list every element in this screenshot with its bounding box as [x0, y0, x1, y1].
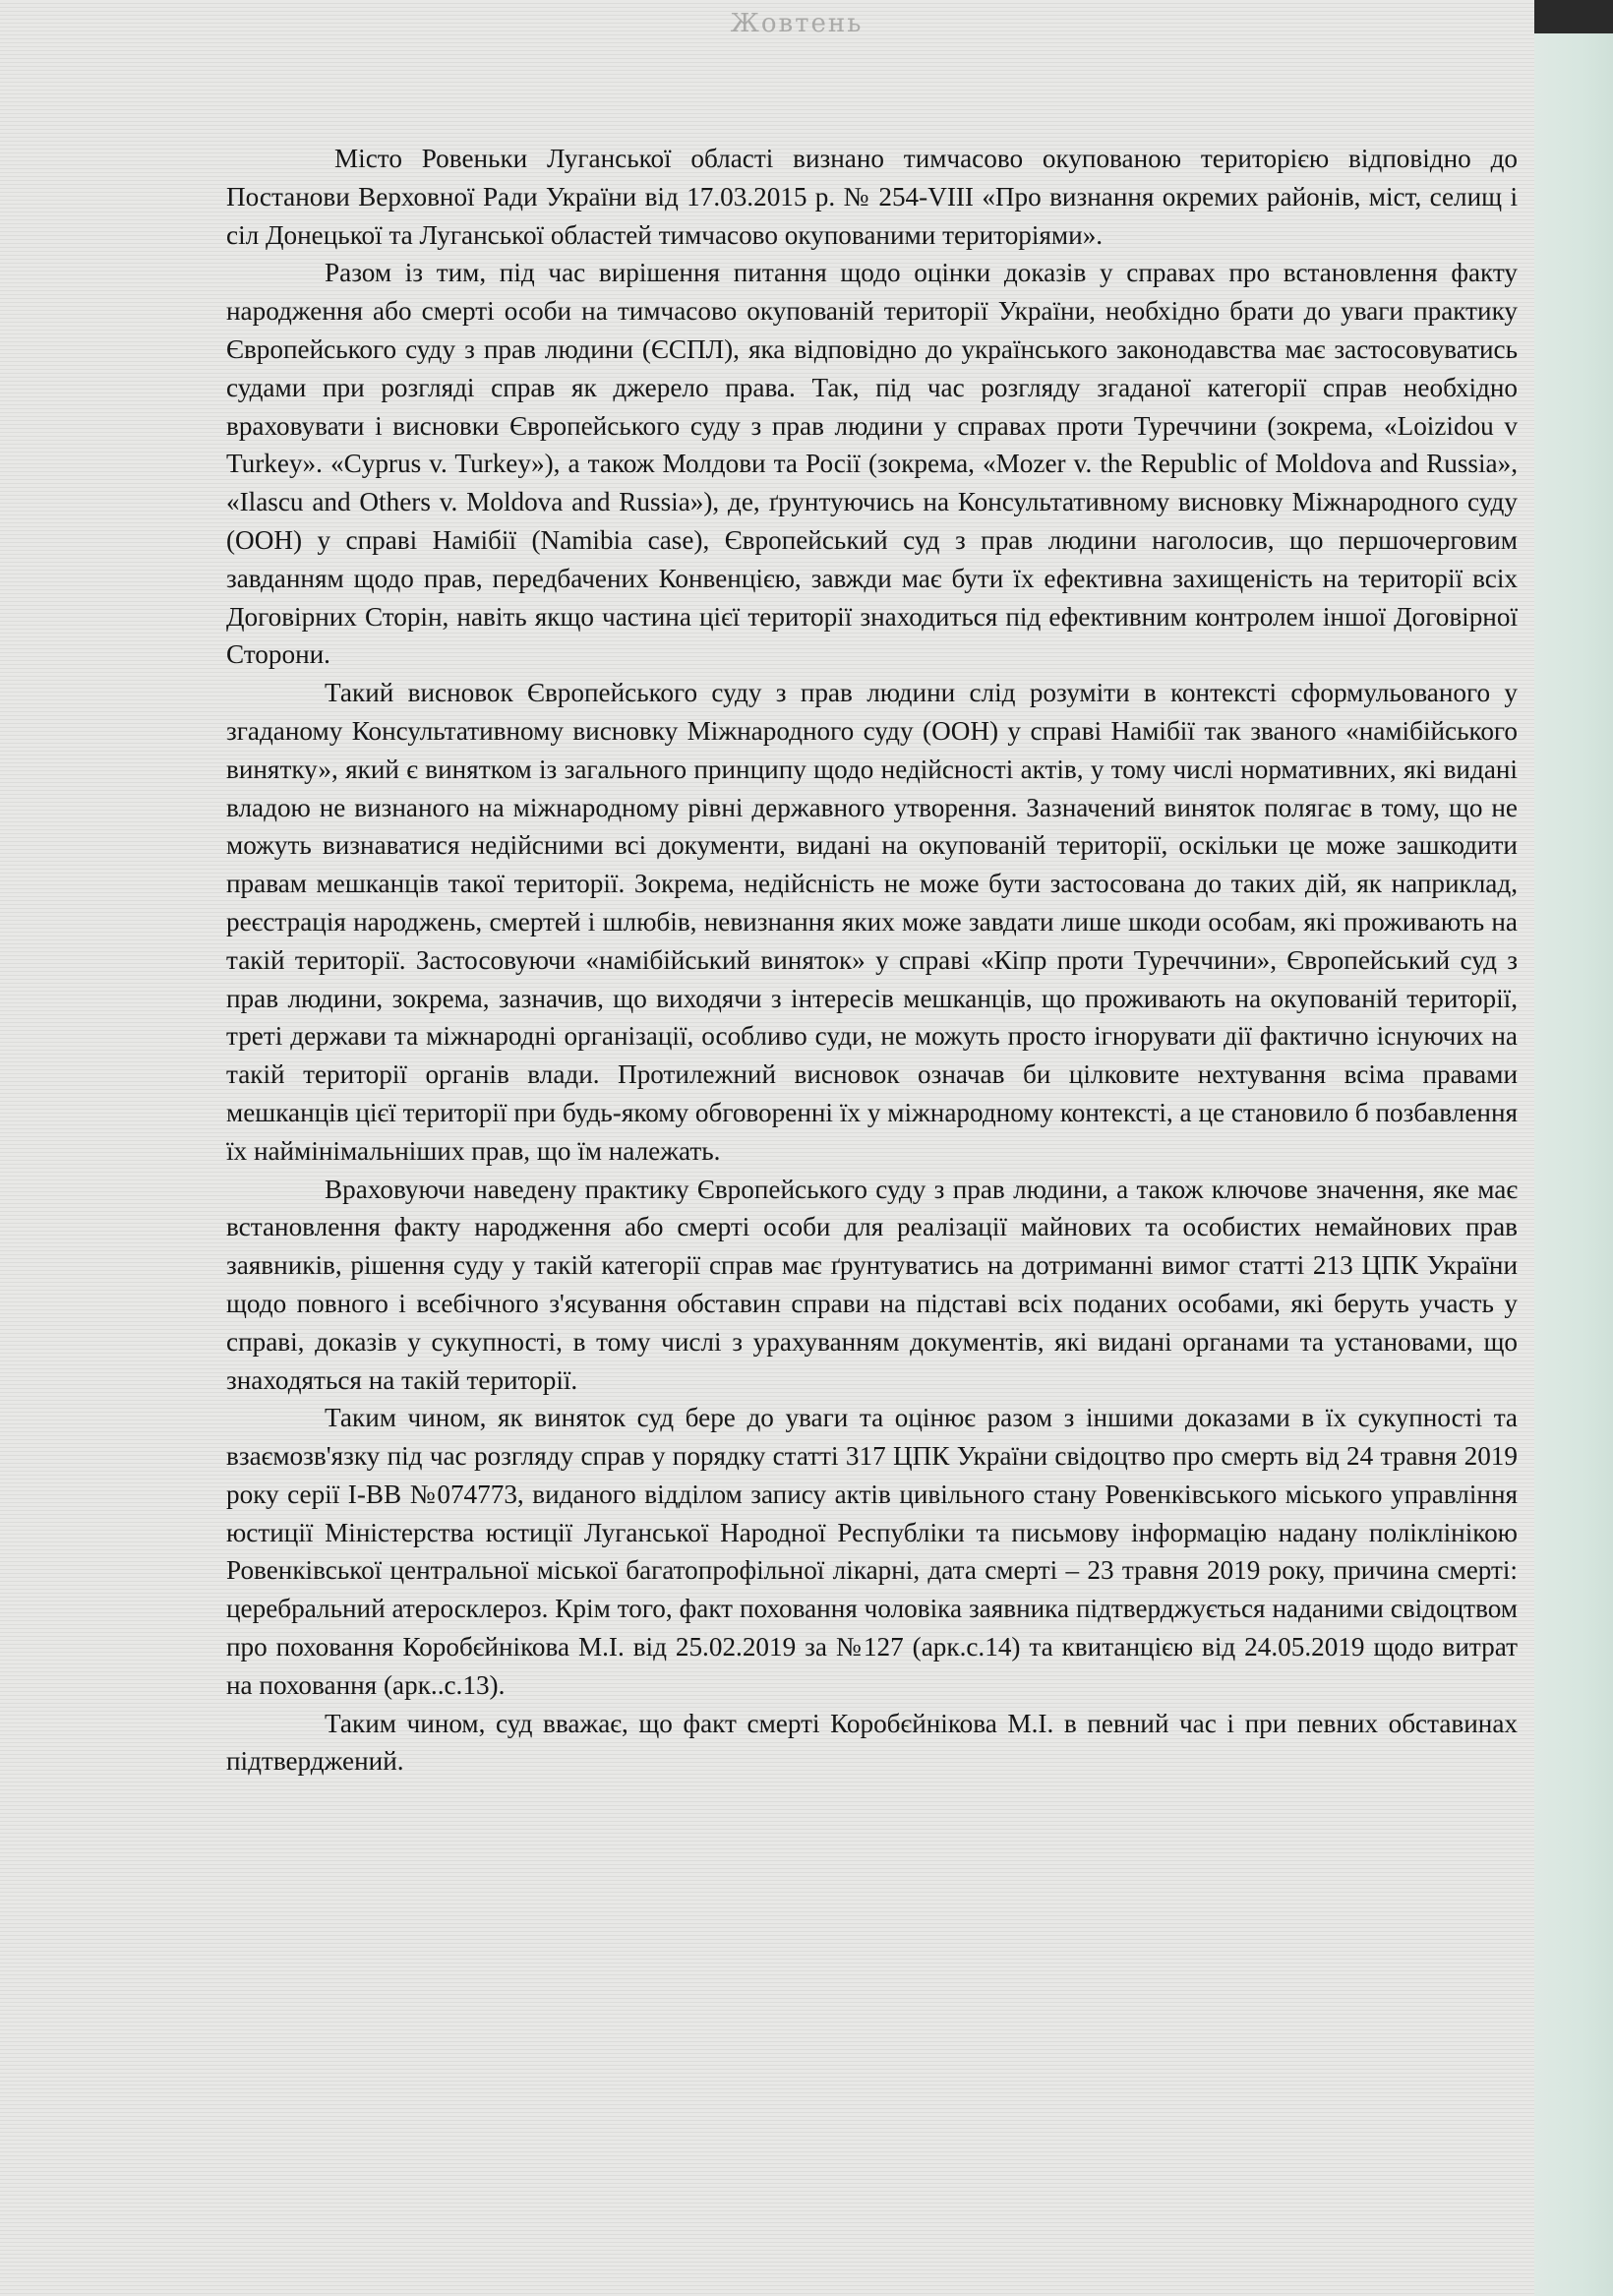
document-body [226, 140, 1518, 1781]
paragraph-1: Місто Ровеньки Луганської області визнано тимчасово окупованою територією відповідно до Постанови Верховної Ради України від 17.03.2015 р. № 254-VIII «Про визнання окремих районів, міст, селищ і сіл Донецької та Луганської областей тимчасово окупованими територіями». [226, 144, 1518, 250]
paragraph-3: Такий висновок Європейського суду з прав людини слід розуміти в контексті сформульованого у згаданому Консультативному висновку Міжнародного суду (ООН) у справі Намібії так званого «намібійського винятку», який є винятком із загального принципу щодо недійсності актів, у тому числі нормативних, які видані владою не визнаного на міжнародному рівні державного утворення. Зазначений виняток полягає в тому, що не можуть визнаватися недійсними всі документи, видані на окупованій території, оскільки це може зашкодити правам мешканців такої території. Зокрема, недійсність не може бути застосована до таких дій, як наприклад, реєстрація народжень, смертей і шлюбів, невизнання яких може завдати лише шкоди особам, які проживають на такій території. Застосовуючи «намібійський виняток» у справі «Кіпр проти Туреччини», Європейський суд з прав людини, зокрема, зазначив, що виходячи з інтересів мешканців, що проживають на окупованій території, треті держави та міжнародні організації, особливо суди, не можуть просто ігнорувати дії фактично існуючих на такій території органів влади. Протилежний висновок означав би цілковите нехтування всіма правами мешканців цієї території при будь-якому обговоренні їх у міжнародному контексті, а це становило б позбавлення їх наймінімальніших прав, що їм належать. [226, 678, 1518, 1166]
scanner-corner [1534, 0, 1613, 33]
paragraph-4: Враховуючи наведену практику Європейського суду з прав людини, а також ключове значення, яке має встановлення факту народження або смерті особи для реалізації майнових та особистих немайнових прав заявників, рішення суду у такій категорії справ має ґрунтуватись на дотриманні вимог статті 213 ЦПК України щодо повного і всебічного з'ясування обставин справи на підставі всіх поданих особами, які беруть участь у справі, доказів у сукупності, в тому числі з урахуванням документів, які видані органами та установами, що знаходяться на такій території. [226, 1174, 1518, 1395]
top-faded-mark: Жовтень [730, 9, 864, 38]
paragraph-6: Таким чином, суд вважає, що факт смерті Коробєйнікова М.І. в певний час і при певних обставинах підтверджений. [226, 1708, 1518, 1777]
page-edge-shadow [1534, 0, 1613, 2296]
paragraph-2: Разом із тим, під час вирішення питання щодо оцінки доказів у справах про встановлення факту народження або смерті особи на тимчасово окупованій території України, необхідно брати до уваги практику Європейського суду з прав людини (ЄСПЛ), яка відповідно до українського законодавства має застосовуватись судами при розгляді справ як джерело права. Так, під час розгляду згаданої категорії справ необхідно враховувати і висновки Європейського суду з прав людини у справах проти Туреччини (зокрема, «Loizidou v Turkey». «Cyprus v. Turkey»), а також Молдови та Росії (зокрема, «Mozer v. the Republic of Moldova and Russia», «Ilascu and Others v. Moldova and Russia»), де, ґрунтуючись на Консультативному висновку Міжнародного суду (ООН) у справі Намібії (Namibia case), Європейський суд з прав людини наголосив, що першочерговим завданням щодо прав, передбачених Конвенцією, завжди має бути їх ефективна захищеність на території всіх Договірних Сторін, навіть якщо частина цієї території знаходиться під ефективним контролем іншої Договірної Сторони. [226, 258, 1518, 670]
paragraph-5: Таким чином, як виняток суд бере до уваги та оцінює разом з іншими доказами в їх сукупності та взаємозв'язку під час розгляду справ у порядку статті 317 ЦПК України свідоцтво про смерть від 24 травня 2019 року серії І-ВВ №074773, виданого відділом запису актів цивільного стану Ровенківського міського управління юстиції Міністерства юстиції Луганської Народної Республіки та письмову інформацію надану поліклінікою Ровенківської центральної міської багатопрофільної лікарні, дата смерті – 23 травня 2019 року, причина смерті: церебральний атеросклероз. Крім того, факт поховання чоловіка заявника підтверджується наданими свідоцтвом про поховання Коробєйнікова М.І. від 25.02.2019 за №127 (арк.с.14) та квитанцією від 24.05.2019 щодо витрат на поховання (арк..с.13). [226, 1403, 1518, 1700]
